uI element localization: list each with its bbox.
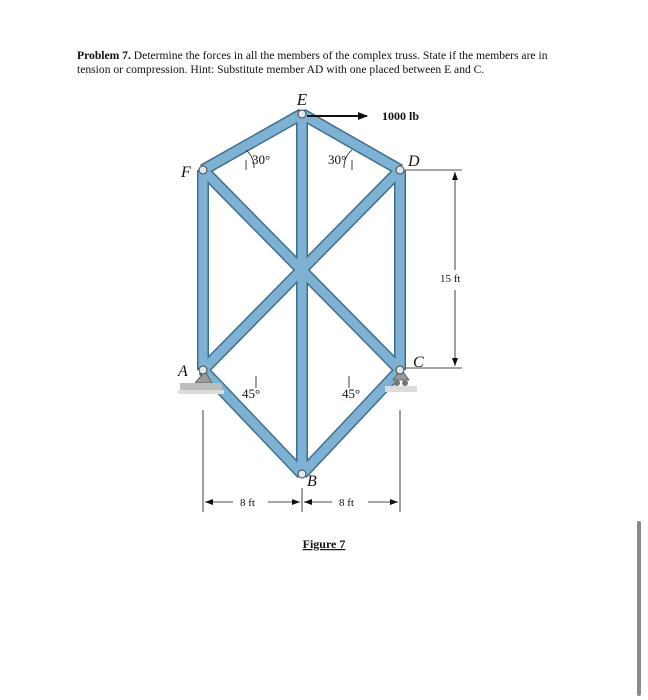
pin-F <box>199 166 207 174</box>
pin-B <box>298 470 306 478</box>
angle-label-top-left: 30° <box>252 152 271 167</box>
load-label: 1000 lb <box>382 109 420 123</box>
joint-label-B: B <box>307 473 317 490</box>
pin-D <box>396 166 404 174</box>
dimension-label-right-span: 8 ft <box>339 497 354 509</box>
dimension-label-height: 15 ft <box>440 273 461 285</box>
dimension-label-left-span: 8 ft <box>240 497 255 509</box>
pin-C <box>396 366 404 374</box>
figure-caption: Figure 7 <box>302 537 346 551</box>
joint-label-C: C <box>413 354 424 371</box>
joint-label-E: E <box>296 90 308 109</box>
pin-E <box>298 110 306 118</box>
angle-label-bottom-left: 45° <box>242 386 261 401</box>
scrollbar[interactable] <box>637 521 641 696</box>
truss-members <box>203 114 400 474</box>
problem-body: Determine the forces in all the members of the complex truss. State if the members are in tension or compression. Hint: Substitute member AD with one placed between E and C. <box>77 49 548 76</box>
joint-label-D: D <box>408 153 420 170</box>
angle-label-top-right: 30° <box>328 152 347 167</box>
joint-label-F: F <box>181 164 191 181</box>
problem-label: Problem 7. <box>77 49 131 62</box>
angle-label-bottom-right: 45° <box>342 386 361 401</box>
joint-label-A: A <box>178 363 188 380</box>
pin-A <box>199 366 207 374</box>
